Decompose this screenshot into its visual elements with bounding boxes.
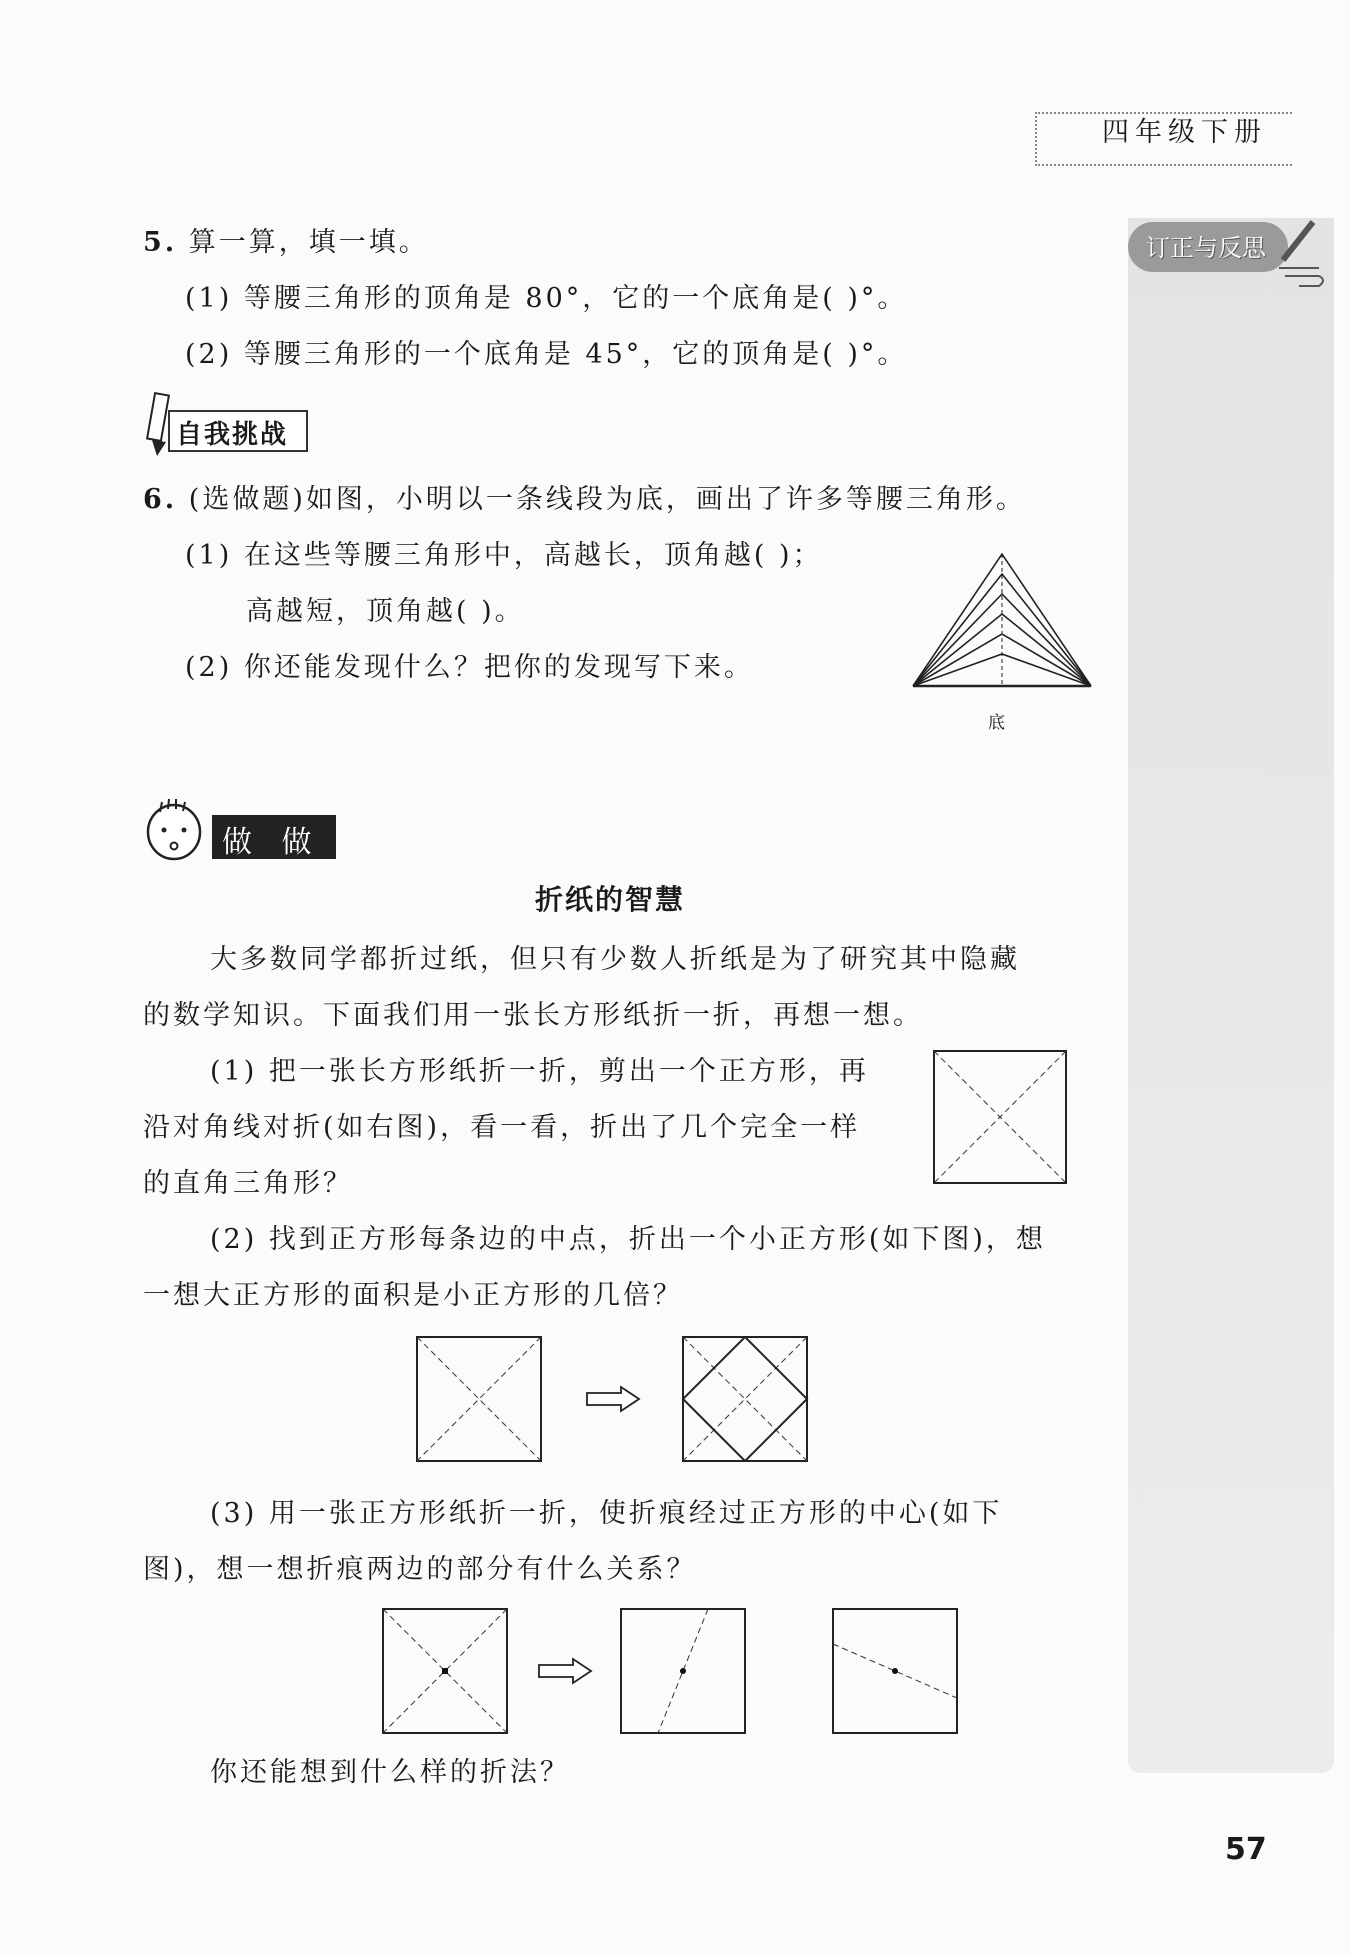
- square-fold-figure-3: [832, 1608, 958, 1734]
- square-center-figure: [382, 1608, 508, 1734]
- square-fold-figure-1: [416, 1336, 542, 1462]
- arrow-icon-1: [585, 1385, 641, 1413]
- activity-label: 做 做: [222, 825, 322, 860]
- q5-line: [143, 220, 429, 259]
- challenge-label: 自我挑战: [176, 420, 289, 450]
- s3-line-a: (3) 用一张正方形纸折一折，使折痕经过正方形的中心(如下: [210, 1498, 1003, 1529]
- face-icon: [142, 798, 208, 862]
- p1-line-b: 的数学知识。下面我们用一张长方形纸折一折，再想一想。: [143, 1000, 923, 1031]
- s1-line-a: (1) 把一张长方形纸折一折，剪出一个正方形，再: [210, 1056, 869, 1087]
- q6-sub1a: (1) 在这些等腰三角形中，高越长，顶角越( )；: [185, 540, 823, 571]
- p1-line-a: 大多数同学都折过纸，但只有少数人折纸是为了研究其中隐藏: [210, 944, 1020, 975]
- arrow-icon-2: [537, 1657, 593, 1685]
- square-diagonal-figure: [933, 1050, 1067, 1184]
- q5-number: 5.: [143, 227, 178, 258]
- q5-text: 算一算，填一填。: [188, 227, 429, 258]
- q6-text: (选做题)如图，小明以一条线段为底，画出了许多等腰三角形。: [188, 484, 1026, 515]
- page-number: 57: [1225, 1832, 1267, 1867]
- square-midpoint-figure: [682, 1336, 808, 1462]
- correction-label: 订正与反思: [1146, 234, 1266, 262]
- q6-number: 6.: [143, 484, 178, 515]
- square-fold-figure-2: [620, 1608, 746, 1734]
- s2-line-a: (2) 找到正方形每条边的中点，折出一个小正方形(如下图)，想: [210, 1224, 1046, 1255]
- q6-sub2: (2) 你还能发现什么？把你的发现写下来。: [185, 652, 754, 683]
- s3-line-b: 图)，想一想折痕两边的部分有什么关系？: [143, 1554, 697, 1585]
- pen-icon: [1275, 218, 1325, 288]
- grade-label: 四年级下册: [1102, 117, 1267, 148]
- s1-line-c: 的直角三角形？: [143, 1168, 353, 1199]
- s2-line-b: 一想大正方形的面积是小正方形的几倍？: [143, 1280, 683, 1311]
- correction-panel: [1128, 218, 1334, 1773]
- q5-sub2: (2) 等腰三角形的一个底角是 45°，它的顶角是( )°。: [185, 339, 908, 370]
- activity-title: 折纸的智慧: [534, 883, 685, 916]
- q6-line: [143, 477, 1026, 516]
- s4-line: 你还能想到什么样的折法？: [210, 1757, 570, 1788]
- activity-banner: [212, 815, 336, 859]
- q6-sub1b: 高越短，顶角越( )。: [246, 596, 525, 627]
- q5-sub1: (1) 等腰三角形的顶角是 80°，它的一个底角是( )°。: [185, 283, 908, 314]
- base-label: 底: [988, 713, 1005, 733]
- challenge-banner: [168, 410, 308, 452]
- s1-line-b: 沿对角线对折(如右图)，看一看，折出了几个完全一样: [143, 1112, 861, 1143]
- isosceles-triangles-figure: [910, 550, 1100, 690]
